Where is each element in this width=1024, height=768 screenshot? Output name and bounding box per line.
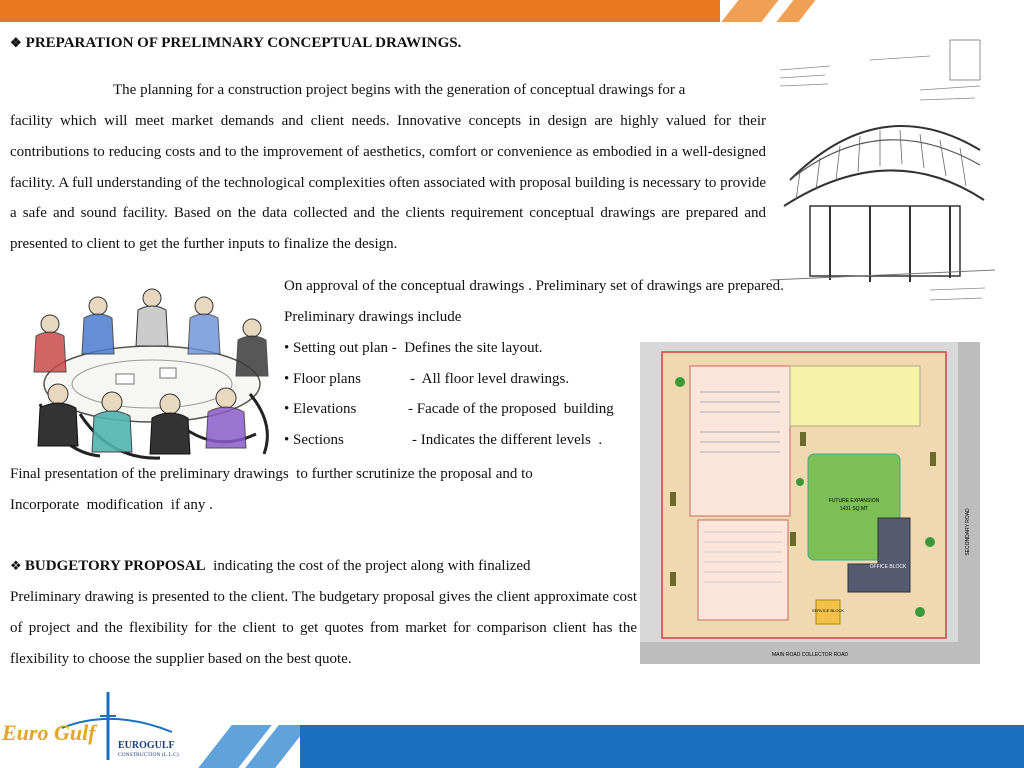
diamond-bullet-icon: ❖: [10, 558, 25, 573]
logo-sub-text: CONSTRUCTION (L.L.C): [118, 752, 179, 758]
intro-first-line: The planning for a construction project begins with the generation of conceptual drawings for a: [113, 82, 686, 98]
future-expansion-label: FUTURE EXPANSION: [828, 498, 880, 504]
budget-heading-line: ❖ BUDGETORY PROPOSAL indicating the cost of the project along with finalized: [10, 558, 531, 574]
approval-line: On approval of the conceptual drawings . Preliminary set of drawings are prepared.: [284, 278, 784, 294]
list-item-elevations: • Elevations: [284, 401, 357, 417]
budget-heading: BUDGETORY PROPOSAL: [24, 558, 206, 574]
site-plan-image: [640, 342, 980, 664]
eurogulf-logo: [2, 688, 192, 764]
include-line: Preliminary drawings include: [284, 309, 462, 325]
budget-paragraph: Preliminary drawing is presented to the client. The budgetary proposal gives the client approximate cost of project and the flexibility for the client to get quotes from market for comparison client has the flexibility to choose the supplier based on the best quote.: [10, 589, 637, 667]
secondary-road-label: SECONDARY ROAD: [965, 508, 971, 556]
intro-paragraph: facility which will meet market demands and client needs. Innovative concepts in design are highly valued for their contributions to reducing costs and to the improvement of aesthetics, comfort or convenience as embodied in a well-designed facility. A full understanding of the technological complexities often associated with proposal building is necessary to provide a safe and sound facility. Based on the data collected and the clients requirement conceptual drawings are prepared and presented to client to get the further inputs to finalize the design.: [10, 113, 766, 253]
architectural-sketch-image: [770, 30, 995, 330]
list-item-sections-desc: - Indicates the different levels .: [412, 432, 603, 448]
list-item-elevations-desc: - Facade of the proposed building: [408, 401, 614, 417]
list-item-floor-plans-desc: - All floor level drawings.: [410, 371, 570, 387]
logo-name-text: EUROGULF: [118, 740, 175, 751]
meeting-sketch-image: [20, 284, 282, 460]
list-item-setting-out: • Setting out plan - Defines the site layout.: [284, 340, 543, 356]
office-block-label: OFFICE BLOCK: [869, 564, 907, 570]
section-heading-conceptual: ❖ PREPARATION OF PRELIMNARY CONCEPTUAL DRAWINGS.: [10, 35, 462, 51]
main-road-label: MAIN ROAD COLLECTOR ROAD: [771, 652, 849, 658]
service-block-label: SERVICE BLOCK: [811, 608, 845, 613]
list-item-floor-plans: • Floor plans: [284, 371, 361, 387]
list-item-sections: • Sections: [284, 432, 344, 448]
logo-script-text: Euro Gulf: [2, 720, 96, 745]
final-presentation-line1: Final presentation of the preliminary drawings to further scrutinize the proposal and to: [10, 466, 533, 482]
future-area-label: 1431 SQ.MT: [839, 506, 869, 512]
top-orange-band: [0, 0, 1024, 22]
diamond-bullet-icon: ❖: [10, 35, 22, 50]
final-presentation-line2: Incorporate modification if any .: [10, 497, 213, 513]
